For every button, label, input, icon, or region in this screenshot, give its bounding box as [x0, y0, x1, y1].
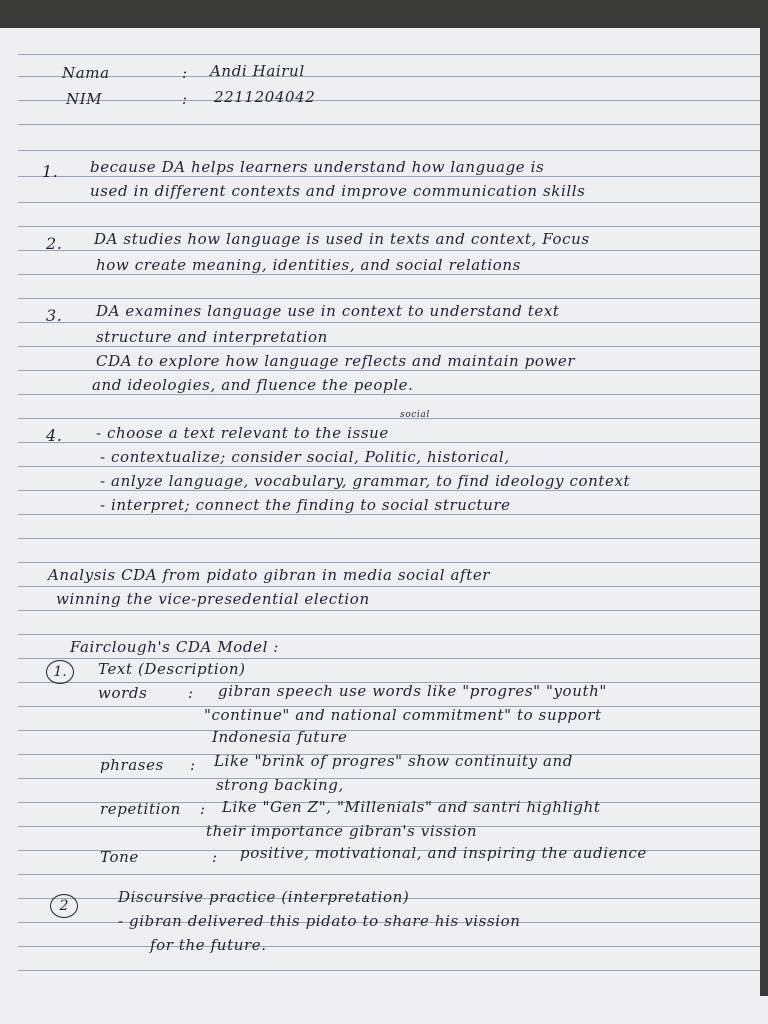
section-2-line-2: for the future. [150, 936, 267, 954]
repetition-separator: : [200, 800, 206, 818]
ruled-line [18, 250, 760, 251]
answer-4-item-4: - interpret; connect the finding to social structure [100, 496, 511, 514]
ruled-line [18, 514, 760, 515]
name-value: Andi Hairul [210, 62, 305, 80]
phrases-line-1: Like "brink of progres" show continuity and [214, 752, 573, 770]
analysis-title-line-1: Analysis CDA from pidato gibran in media social after [48, 566, 491, 584]
ruled-line [18, 730, 760, 731]
model-title: Fairclough's CDA Model : [70, 638, 280, 656]
ruled-line [18, 202, 760, 203]
section-1-title: Text (Description) [98, 660, 246, 678]
ruled-line [18, 150, 760, 151]
ruled-line [18, 124, 760, 125]
ruled-line [18, 634, 760, 635]
answer-4-insertion: social [400, 410, 430, 420]
nim-separator: : [182, 90, 188, 108]
section-1-circle: 1. [46, 660, 74, 684]
ruled-line [18, 226, 760, 227]
ruled-line [18, 970, 760, 971]
answer-2-line-1: DA studies how language is used in texts and context, Focus [94, 230, 590, 248]
name-label: Nama [62, 64, 110, 82]
repetition-line-1: Like "Gen Z", "Millenials" and santri highlight [222, 798, 601, 816]
answer-4-item-2: - contextualize; consider social, Politic, historical, [100, 448, 510, 466]
ruled-line [18, 322, 760, 323]
nim-value: 2211204042 [214, 88, 316, 106]
answer-4-number: 4. [46, 426, 63, 445]
next-page-edge [0, 996, 768, 1024]
ruled-line [18, 562, 760, 563]
ruled-line [18, 370, 760, 371]
ruled-line [18, 586, 760, 587]
answer-1-line-1: because DA helps learners understand how language is [90, 158, 545, 176]
phrases-label: phrases [100, 756, 164, 774]
ruled-line [18, 658, 760, 659]
phrases-separator: : [190, 756, 196, 774]
tone-value: positive, motivational, and inspiring the audience [240, 844, 647, 862]
tone-separator: : [212, 848, 218, 866]
answer-4-item-3: - anlyze language, vocabulary, grammar, to find ideology context [100, 472, 631, 490]
ruled-line [18, 418, 760, 419]
notebook-page [0, 28, 760, 996]
ruled-line [18, 946, 760, 947]
answer-4-item-1: - choose a text relevant to the issue [96, 424, 389, 442]
answer-2-line-2: how create meaning, identities, and social relations [96, 256, 521, 274]
ruled-line [18, 874, 760, 875]
repetition-line-2: their importance gibran's vission [206, 822, 478, 840]
ruled-line [18, 538, 760, 539]
answer-2-number: 2. [46, 234, 63, 253]
ruled-line [18, 76, 760, 77]
words-label: words [98, 684, 148, 702]
ruled-line [18, 176, 760, 177]
ruled-line [18, 610, 760, 611]
ruled-line [18, 54, 760, 55]
repetition-label: repetition [100, 800, 181, 818]
nim-label: NIM [66, 90, 103, 108]
words-line-3: Indonesia future [212, 728, 348, 746]
phrases-line-2: strong backing, [216, 776, 344, 794]
words-line-1: gibran speech use words like "progres" "youth" [218, 682, 607, 700]
words-separator: : [188, 684, 194, 702]
ruled-line [18, 274, 760, 275]
ruled-line [18, 490, 760, 491]
ruled-line [18, 346, 760, 347]
name-separator: : [182, 64, 188, 82]
answer-3-line-4: and ideologies, and fluence the people. [92, 376, 414, 394]
ruled-line [18, 394, 760, 395]
ruled-line [18, 466, 760, 467]
answer-1-line-2: used in different contexts and improve communication skills [90, 182, 586, 200]
ruled-line [18, 778, 760, 779]
answer-3-line-1: DA examines language use in context to understand text [96, 302, 560, 320]
answer-3-line-3: CDA to explore how language reflects and maintain power [96, 352, 576, 370]
analysis-title-line-2: winning the vice-presedential election [56, 590, 370, 608]
answer-3-line-2: structure and interpretation [96, 328, 328, 346]
answer-1-number: 1. [42, 162, 59, 181]
ruled-line [18, 100, 760, 101]
ruled-line [18, 298, 760, 299]
ruled-line [18, 442, 760, 443]
tone-label: Tone [100, 848, 139, 866]
section-2-circle: 2 [50, 894, 78, 918]
answer-3-number: 3. [46, 306, 63, 325]
words-line-2: "continue" and national commitment" to support [204, 706, 602, 724]
section-2-line-1: - gibran delivered this pidato to share his vission [118, 912, 521, 930]
section-2-title: Discursive practice (interpretation) [118, 888, 410, 906]
